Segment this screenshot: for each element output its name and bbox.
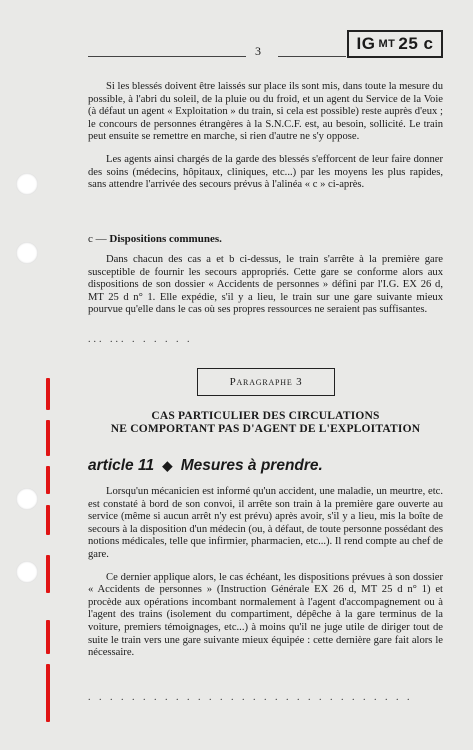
margin-mark: [46, 378, 50, 410]
header-rule-left: [88, 56, 246, 57]
paragraph: Les agents ainsi chargés de la garde des blessés s'efforcent de leur faire donner des soins (médecins, hôpitaux, cliniques, etc...) par les moyens les plus rapides, sans attendre l'arrivée des secours prévus à l'alinéa « c » ci-après.: [88, 153, 443, 191]
paragraph: Ce dernier applique alors, le cas échéant, les dispositions prévues à son dossier « Accidents de personnes » (Instruction Générale EX 26 d, MT 25 d n° 1) et procède aux opérations incombant normalement à l'agent d'accompagnement ou à l'agent des trains (isolement du compartiment, dépêche à la gare terminus de la voiture, premiers témoignages, etc...) à moins qu'il ne juge utile de diriger tout de suite le train vers une gare suivante mieux équipée : cette dernière gare fait alors le nécessaire.: [88, 571, 443, 659]
ref-code-b: 25 c: [398, 34, 434, 53]
paragraph: Dans chacun des cas a et b ci-dessus, le train s'arrête à la première gare susceptible de fournir les secours appropriés. Cette gare se conforme alors aux dispositions de son dossier « Accidents de personnes » défini par l'I.G. EX 26 d, MT 25 d n° 1. Elle expédie, s'il y a lieu, le train sur une gare suivante mieux pourvue qu'elle dans le cas où ses propres ressources ne seraient pas suffisantes.: [88, 254, 443, 316]
punch-hole: [16, 561, 38, 583]
body-text-bottom: [88, 486, 443, 670]
paragraphe-label: Paragraphe 3: [229, 376, 303, 388]
section-main-heading: [88, 410, 443, 436]
body-text-section-c: [88, 254, 443, 327]
body-text-top: [88, 81, 443, 202]
ellipsis-line: . . . . . . . . . . . . . . . . . . . . . . . . . . . . . .: [88, 692, 413, 703]
page-number: 3: [255, 44, 261, 58]
punch-hole: [16, 488, 38, 510]
ref-code-mid: MT: [378, 38, 396, 50]
margin-mark: [46, 620, 50, 654]
header-rule-right: [278, 56, 346, 57]
paragraph: Lorsqu'un mécanicien est informé qu'un accident, une maladie, un meurtre, etc. est constaté à bord de son convoi, il arrête son train à la première gare ouverte au service (même si aucun arrêt n'y est prévu) après avoir, s'il y a lieu, mis la boîte de secours à la disposition d'un médecin (ou, à défaut, de toute personne possédant des notions médicales, telle que infirmier, pharmacien, etc...). Il rend compte au chef de gare.: [88, 486, 443, 560]
ellipsis-line: ... ... . . . . . .: [88, 334, 193, 345]
heading-line-1: CAS PARTICULIER DES CIRCULATIONS: [151, 410, 380, 422]
margin-mark: [46, 466, 50, 494]
margin-mark: [46, 664, 50, 722]
article-heading: [88, 457, 323, 475]
margin-mark: [46, 555, 50, 593]
article-title: Mesures à prendre.: [180, 457, 323, 474]
punch-hole: [16, 242, 38, 264]
section-prefix: c —: [88, 233, 107, 245]
punch-hole: [16, 173, 38, 195]
section-heading: [88, 233, 222, 245]
section-title: Dispositions communes.: [109, 233, 222, 245]
margin-mark: [46, 505, 50, 535]
ref-code-a: IG: [356, 34, 376, 53]
diamond-icon: ◆: [162, 458, 173, 473]
article-number: article 11: [88, 457, 155, 474]
heading-line-2: NE COMPORTANT PAS D'AGENT DE L'EXPLOITATION: [110, 423, 421, 435]
margin-mark: [46, 420, 50, 456]
document-reference: [347, 30, 443, 58]
paragraphe-box: [197, 368, 335, 396]
paragraph: Si les blessés doivent être laissés sur place ils sont mis, dans toute la mesure du possible, à l'abri du soleil, de la pluie ou du froid, et un agent du Service de la Voie (à défaut un agent « Exploitation » du train, si cela est possible) reste auprès d'eux ; le concours de personnes étrangères à la S.N.C.F. est, au besoin, sollicité. Le train peut ensuite se remettre en marche, si rien d'autre ne s'y oppose.: [88, 81, 443, 143]
